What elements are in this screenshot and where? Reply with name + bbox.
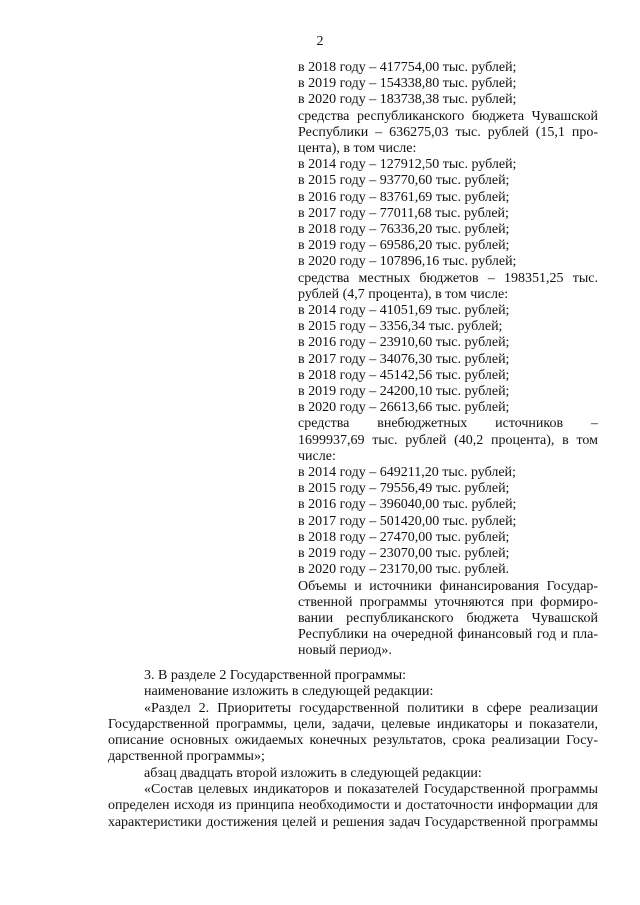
- text-line: в 2019 году – 69586,20 тыс. рублей;: [298, 238, 510, 254]
- text-line: в 2015 году – 3356,34 тыс. рублей;: [298, 319, 503, 335]
- text-line: ственной программы уточняются при формиро-: [298, 594, 598, 610]
- text-line: в 2019 году – 24200,10 тыс. рублей;: [298, 384, 510, 400]
- text-line: в 2020 году – 183738,38 тыс. рублей;: [298, 92, 517, 108]
- quote-line: описание основных ожидаемых конечных результатов, срока реализации Госу-: [108, 733, 598, 749]
- text-line: в 2015 году – 79556,49 тыс. рублей;: [298, 481, 510, 497]
- text-line: в 2015 году – 93770,60 тыс. рублей;: [298, 173, 510, 189]
- text-line: в 2020 году – 26613,66 тыс. рублей;: [298, 400, 510, 416]
- text-line: в 2017 году – 501420,00 тыс. рублей;: [298, 513, 517, 529]
- page-number: 2: [316, 34, 324, 49]
- text-line: в 2019 году – 23070,00 тыс. рублей;: [298, 546, 510, 562]
- text-line: в 2014 году – 649211,20 тыс. рублей;: [298, 465, 516, 481]
- text-line: средства республиканского бюджета Чувашской: [298, 108, 598, 124]
- quote-line: дарственной программы»;: [108, 749, 265, 765]
- text-line: в 2018 году – 76336,20 тыс. рублей;: [298, 222, 510, 238]
- text-line: числе:: [298, 448, 336, 464]
- abzac-paragraph: абзац двадцать второй изложить в следующей редакции:: [144, 765, 482, 781]
- text-line: рублей (4,7 процента), в том числе:: [298, 286, 509, 302]
- text-line: вании республиканского бюджета Чувашской: [298, 610, 598, 626]
- text-line: в 2014 году – 127912,50 тыс. рублей;: [298, 157, 517, 173]
- text-line: новый период».: [298, 643, 392, 659]
- text-line: Объемы и источники финансирования Государ-: [298, 578, 598, 594]
- funding-column: [298, 60, 598, 660]
- text-line: в 2017 году – 77011,68 тыс. рублей;: [298, 205, 509, 221]
- text-line: Республики – 636275,03 тыс. рублей (15,1 про-: [298, 124, 598, 140]
- text-line: средства внебюджетных источников –: [298, 416, 598, 432]
- text-line: в 2016 году – 396040,00 тыс. рублей;: [298, 497, 517, 513]
- text-line: в 2020 году – 107896,16 тыс. рублей;: [298, 254, 517, 270]
- main-text: [108, 668, 598, 831]
- text-line: в 2016 году – 23910,60 тыс. рублей;: [298, 335, 510, 351]
- text-line: средства местных бюджетов – 198351,25 тыс.: [298, 270, 598, 286]
- quote-block: [108, 701, 598, 766]
- name-paragraph: наименование изложить в следующей редакции:: [144, 684, 434, 700]
- tail-block: [108, 782, 598, 831]
- tail-line: характеристики достижения целей и решения задач Государственной программы: [108, 814, 598, 830]
- tail-line: «Состав целевых индикаторов и показателей Государственной программы: [144, 782, 598, 798]
- quote-line: Государственной программы, цели, задачи, целевые индикаторы и показатели,: [108, 716, 598, 732]
- tail-line: определен исходя из принципа необходимости и достаточности информации для: [108, 798, 598, 814]
- text-line: цента), в том числе:: [298, 141, 417, 157]
- text-line: в 2016 году – 83761,69 тыс. рублей;: [298, 189, 510, 205]
- text-line: Республики на очередной финансовый год и пла-: [298, 627, 598, 643]
- text-line: в 2019 году – 154338,80 тыс. рублей;: [298, 76, 517, 92]
- text-line: в 2020 году – 23170,00 тыс. рублей.: [298, 562, 510, 578]
- text-line: в 2014 году – 41051,69 тыс. рублей;: [298, 303, 510, 319]
- text-line: в 2017 году – 34076,30 тыс. рублей;: [298, 351, 510, 367]
- text-line: в 2018 году – 45142,56 тыс. рублей;: [298, 367, 510, 383]
- text-line: в 2018 году – 417754,00 тыс. рублей;: [298, 60, 517, 75]
- text-line: 1699937,69 тыс. рублей (40,2 процента), в том: [298, 432, 598, 448]
- section-heading: 3. В разделе 2 Государственной программы:: [144, 668, 407, 683]
- text-line: в 2018 году – 27470,00 тыс. рублей;: [298, 529, 510, 545]
- quote-line: «Раздел 2. Приоритеты государственной политики в сфере реализации: [144, 700, 598, 716]
